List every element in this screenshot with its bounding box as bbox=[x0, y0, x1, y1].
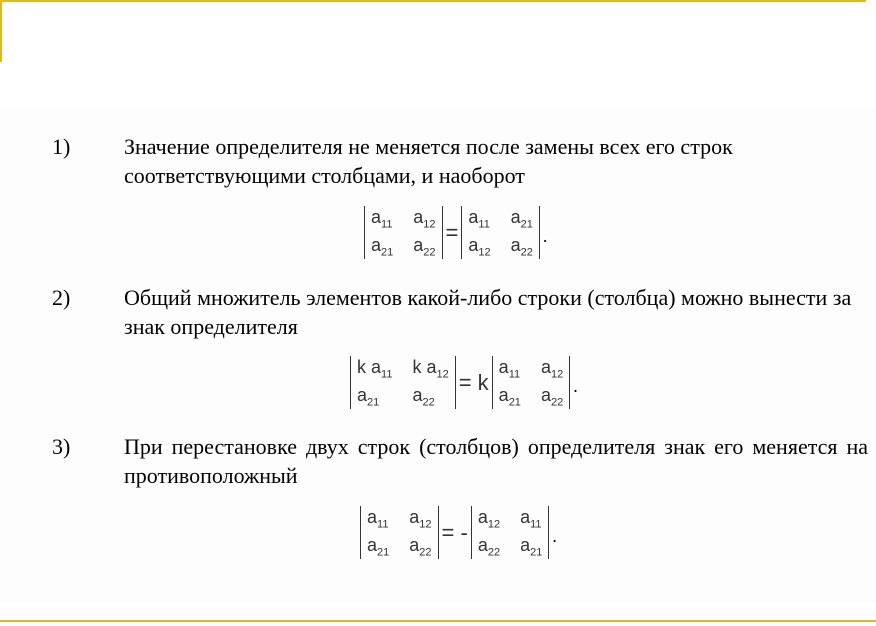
matrix-element: $a_{12}$ bbox=[468, 234, 491, 259]
matrix-element: $a_{12}$ bbox=[540, 357, 564, 381]
formula-period: . bbox=[573, 376, 578, 397]
matrix-element: $a_{12}$ bbox=[413, 207, 436, 231]
bottom-border-line bbox=[0, 620, 876, 622]
formula-period: . bbox=[552, 526, 557, 547]
determinant-right bbox=[471, 506, 550, 559]
slide-content bbox=[0, 110, 876, 602]
matrix-element: $a_{22}$ bbox=[510, 234, 533, 259]
matrix-element: $a_{22}$ bbox=[409, 534, 432, 559]
matrix-element: $a_{21}$ bbox=[357, 384, 380, 409]
property-number: 1) bbox=[52, 134, 71, 159]
property-number: 3) bbox=[52, 434, 71, 459]
property-text: Значение определителя не меняется после замены всех его строк соответствующими столбцами, и наоборот bbox=[124, 134, 733, 188]
matrix-element: $a_{12}$ bbox=[409, 507, 432, 531]
matrix-element: $a_{22}$ bbox=[412, 384, 435, 409]
determinant-left bbox=[350, 356, 456, 409]
matrix-element: $a_{12}$ bbox=[477, 507, 501, 531]
matrix-element: $a_{11}$ bbox=[520, 507, 542, 531]
matrix-element: $a_{11}$ bbox=[371, 207, 393, 231]
formula-operator: = - bbox=[441, 519, 468, 545]
matrix-element: $a_{22}$ bbox=[413, 234, 436, 259]
matrix-element: $a_{22}$ bbox=[540, 384, 564, 409]
matrix-element: $a_{11}$ bbox=[498, 357, 521, 381]
formula-period: . bbox=[542, 226, 548, 247]
formula-operator: = bbox=[445, 219, 459, 245]
determinant-right bbox=[461, 206, 540, 259]
matrix-element: $a_{21}$ bbox=[498, 384, 521, 409]
matrix-element: $a_{21}$ bbox=[520, 534, 543, 559]
matrix-element: $a_{21}$ bbox=[367, 534, 390, 559]
matrix-element: $a_{22}$ bbox=[477, 534, 501, 559]
matrix-element: k $a_{12}$ bbox=[412, 357, 449, 381]
determinant-left bbox=[360, 506, 439, 559]
determinant-right bbox=[492, 356, 571, 409]
matrix-element: $a_{21}$ bbox=[510, 207, 533, 231]
determinant-left bbox=[364, 206, 443, 259]
property-text: Общий множитель элементов какой-либо строки (столбца) можно вынести за знак определителя bbox=[124, 285, 852, 339]
matrix-element: $a_{11}$ bbox=[468, 207, 490, 231]
left-accent-bar bbox=[0, 0, 2, 62]
property-text: При перестановке двух строк (столбцов) определителя знак его меняется на противоположный bbox=[124, 434, 868, 488]
formula-2 bbox=[350, 356, 578, 409]
formula-1 bbox=[364, 206, 547, 259]
property-number: 2) bbox=[52, 285, 71, 310]
matrix-element: $a_{21}$ bbox=[371, 234, 394, 259]
matrix-element: $a_{11}$ bbox=[367, 507, 389, 531]
formula-operator: = k bbox=[458, 369, 489, 395]
matrix-element: k $a_{11}$ bbox=[357, 357, 393, 381]
formula-3 bbox=[360, 506, 557, 559]
top-border-line bbox=[0, 0, 866, 2]
